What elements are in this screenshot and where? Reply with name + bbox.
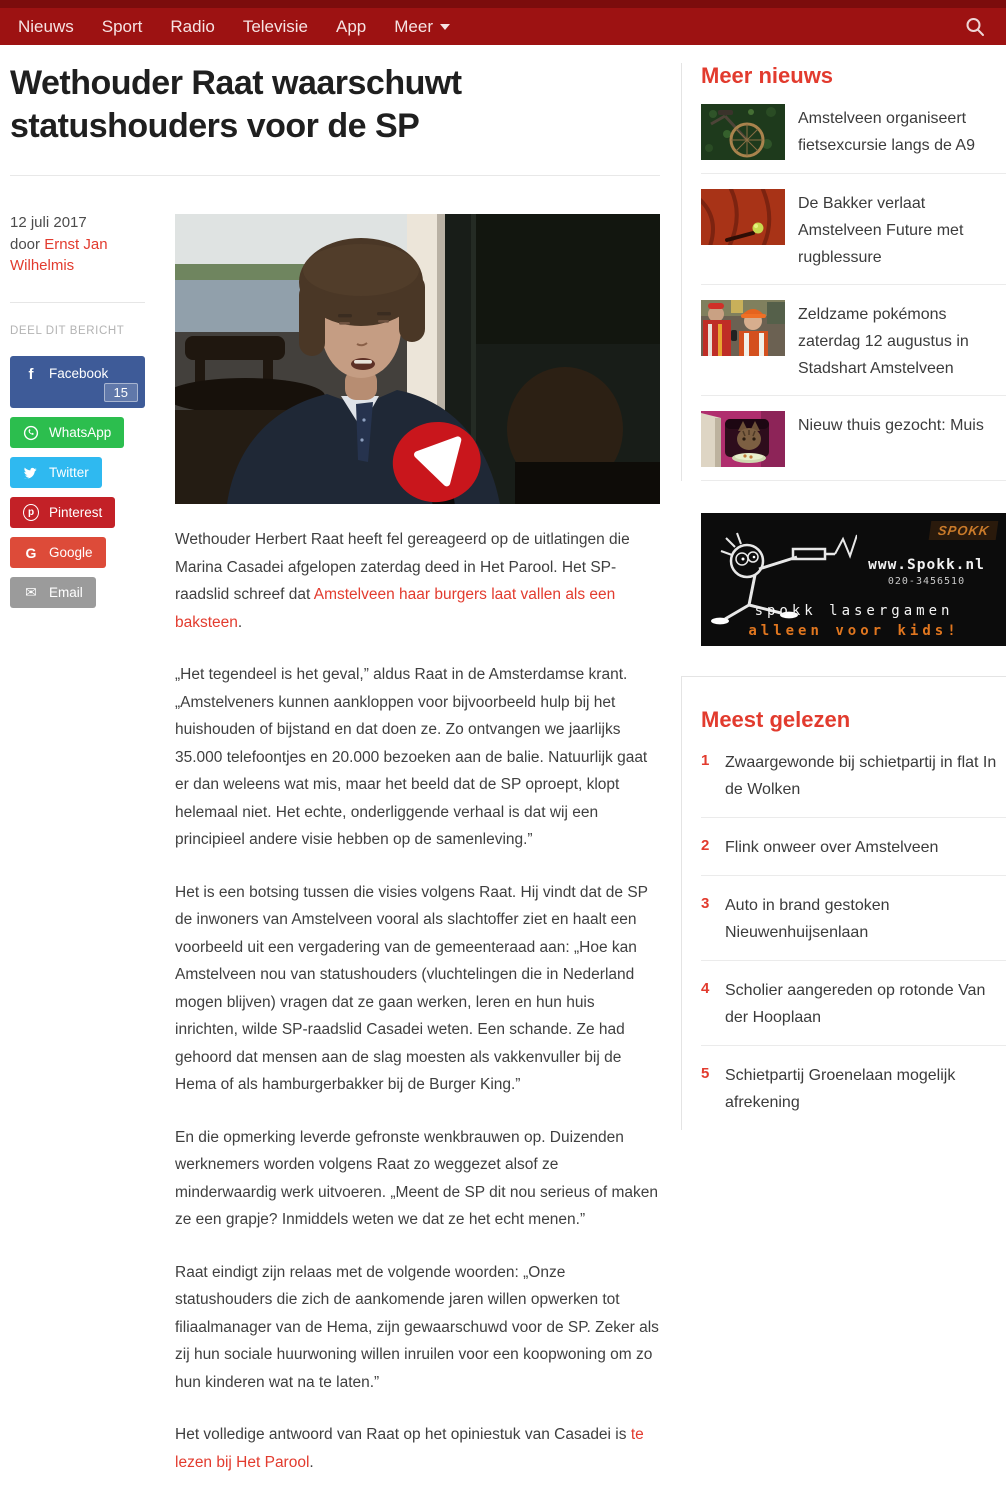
share-heading: DEEL DIT BERICHT <box>10 325 125 337</box>
news-thumbnail-bicycle <box>701 104 785 160</box>
nav-item-televisie[interactable]: Televisie <box>242 16 309 36</box>
nav-item-meer[interactable] <box>394 17 450 37</box>
nav-item-app[interactable]: App <box>336 16 367 36</box>
meest-gelezen-item-5[interactable] <box>701 1046 1006 1130</box>
facebook-icon: f <box>28 366 34 383</box>
news-item-title: Nieuw thuis gezocht: Muis <box>798 417 984 434</box>
whatsapp-icon <box>23 425 39 441</box>
share-whatsapp-button[interactable] <box>10 417 124 448</box>
list-item-title: Scholier aangereden op rotonde Van der Hooplaan <box>725 982 986 1026</box>
news-item-title: De Bakker verlaat Amstelveen Future met rugblessure <box>798 195 964 266</box>
share-email-button[interactable] <box>10 577 96 608</box>
twitter-icon <box>23 466 39 480</box>
title-divider <box>10 175 660 176</box>
article-image <box>175 214 660 504</box>
rank-badge: 5 <box>701 1065 710 1082</box>
paragraph: Het is een botsing tussen die visies volgens Raat. Hij vindt dat de SP de inwoners van Amstelveen vooral als slachtoffer ziet en haalt een voorbeeld uit een vergadering van de gemeenteraad aan: „Hoe kan Amstelveen nou van statushouders (vluchtelingen die in Nederland mogen blijven) vragen dat ze gaan werken, leren en hun huis inrichten, wilde SP-raadslid Casadei weten. Een schande. Ze had gehoord dat mensen aan de slag moesten als vakkenvuller bij de Hema of als hamburgerbakker bij de Burger King.” <box>175 883 648 1093</box>
share-google-label: Google <box>49 545 93 560</box>
page-title: Wethouder Raat waarschuwt statushouders voor de SP <box>10 64 462 145</box>
top-nav <box>0 0 1006 45</box>
meest-gelezen-section <box>681 676 1006 1130</box>
news-item-title: Amstelveen organiseert fietsexcursie langs de A9 <box>798 110 975 154</box>
paragraph-text: . <box>237 613 243 631</box>
rank-badge: 4 <box>701 980 710 997</box>
news-thumbnail-cat <box>701 411 785 467</box>
article-date: 12 juli 2017 <box>10 214 87 231</box>
share-twitter-button[interactable] <box>10 457 102 488</box>
news-item-muis[interactable] <box>701 396 1006 481</box>
share-google-button[interactable] <box>10 537 106 568</box>
byline-prefix: door <box>10 236 41 253</box>
ad-tagline: spokk lasergamen <box>754 603 954 619</box>
article <box>10 45 660 1501</box>
nav-item-sport[interactable]: Sport <box>101 16 143 36</box>
google-icon: G <box>25 544 37 561</box>
news-item-title: Zeldzame pokémons zaterdag 12 augustus in Stadshart Amstelveen <box>798 306 969 377</box>
news-thumbnail-tennis-clay <box>701 189 785 245</box>
meer-nieuws-heading: Meer nieuws <box>701 63 834 88</box>
sidebar <box>681 59 1006 1130</box>
ad-brand-logo: SPOKK <box>928 521 998 540</box>
news-thumbnail-crowd <box>701 300 785 356</box>
meest-gelezen-item-2[interactable] <box>701 818 1006 876</box>
article-body <box>175 214 660 1501</box>
ad-phone: 020-3456510 <box>887 576 966 587</box>
author-link[interactable]: Ernst Jan Wilhelmis <box>10 236 108 274</box>
inline-link-parool-quote[interactable]: Amstelveen haar burgers laat vallen als een baksteen <box>175 586 616 631</box>
list-item-title: Auto in brand gestoken Nieuwenhuijsenlaan <box>725 897 890 941</box>
nav-top-strip <box>0 0 1006 8</box>
nav-item-nieuws[interactable]: Nieuws <box>18 16 74 36</box>
nav-meer-label: Meer <box>394 16 433 36</box>
meest-gelezen-heading: Meest gelezen <box>701 707 851 732</box>
news-item-fietsexcursie[interactable] <box>701 89 1006 174</box>
chevron-down-icon <box>440 24 450 30</box>
share-facebook-label: Facebook <box>49 366 109 381</box>
article-byline <box>10 234 145 276</box>
paragraph <box>175 1421 660 1476</box>
paragraph: Raat eindigt zijn relaas met de volgende woorden: „Onze statushouders die zich de aankomende jaren willen opwerken tot filiaalmanager van de Hema, zijn gewaarschuwd voor de SP. Zeker als zij hun sociale huurwoning willen inruilen voor een koopwoning om zo hun kinderen wat na te laten.” <box>175 1263 659 1391</box>
paragraph-text: . <box>309 1453 314 1471</box>
paragraph: En die opmerking leverde gefronste wenkbrauwen op. Duizenden werknemers worden volgens Raat zo weggezet alsof ze minderwaardig werk uitvoeren. „Meent de SP dit nou serieus of maken ze een grapje? Inmiddels weten we dat ze het echt menen.” <box>175 1128 659 1228</box>
rank-badge: 1 <box>701 752 710 769</box>
paragraph <box>175 526 660 636</box>
share-facebook-button[interactable] <box>10 356 145 408</box>
article-meta-column <box>10 214 145 1501</box>
inline-link-het-parool[interactable]: te lezen bij Het Parool <box>175 1426 644 1471</box>
meest-gelezen-item-1[interactable] <box>701 733 1006 818</box>
news-item-pokemons[interactable] <box>701 285 1006 396</box>
meest-gelezen-item-4[interactable] <box>701 961 1006 1046</box>
meta-divider <box>10 302 145 303</box>
share-email-label: Email <box>49 585 83 600</box>
share-pinterest-button[interactable] <box>10 497 115 528</box>
meer-nieuws-section <box>681 63 1006 481</box>
share-pinterest-label: Pinterest <box>49 505 103 520</box>
pinterest-icon: p <box>23 504 39 521</box>
email-icon: ✉ <box>25 584 37 601</box>
news-item-de-bakker[interactable] <box>701 174 1006 285</box>
rank-badge: 3 <box>701 895 710 912</box>
rank-badge: 2 <box>701 837 710 854</box>
meest-gelezen-item-3[interactable] <box>701 876 1006 961</box>
ad-url: www.Spokk.nl <box>868 557 985 573</box>
share-count-badge: 15 <box>104 383 138 402</box>
list-item-title: Flink onweer over Amstelveen <box>725 839 939 856</box>
share-twitter-label: Twitter <box>49 465 89 480</box>
paragraph-text: Het volledige antwoord van Raat op het opiniestuk van Casadei is <box>175 1426 631 1443</box>
ad-subline: alleen voor kids! <box>748 623 960 639</box>
search-icon <box>964 16 986 38</box>
ad-spokk-banner[interactable] <box>701 513 1006 646</box>
paragraph: „Het tegendeel is het geval,” aldus Raat in de Amsterdamse krant. „Amstelveners kunnen aankloppen voor bijvoorbeeld hulp bij het huishouden of bijstand en dat doen ze. Zo ontvangen we jaarlijks 35.000 telefoontjes en 20.000 bezoeken aan de balie. Natuurlijk gaat er dan weleens wat mis, maar het beeld dat de SP oproept, klopt helemaal niet. Het echte, onderliggende verhaal is dat wij een principieel andere visie hebben op de samenleving.” <box>175 666 648 848</box>
search-button[interactable] <box>960 12 990 42</box>
paragraph-text: Wethouder Herbert Raat heeft fel gereageerd op de uitlatingen die Marina Casadei afgelopen zaterdag deed in Het Parool. Het SP-raadslid schreef dat <box>175 531 630 603</box>
nav-item-radio[interactable]: Radio <box>170 16 215 36</box>
list-item-title: Schietpartij Groenelaan mogelijk afrekening <box>725 1067 956 1111</box>
list-item-title: Zwaargewonde bij schietpartij in flat In de Wolken <box>725 754 997 798</box>
share-whatsapp-label: WhatsApp <box>49 425 112 440</box>
